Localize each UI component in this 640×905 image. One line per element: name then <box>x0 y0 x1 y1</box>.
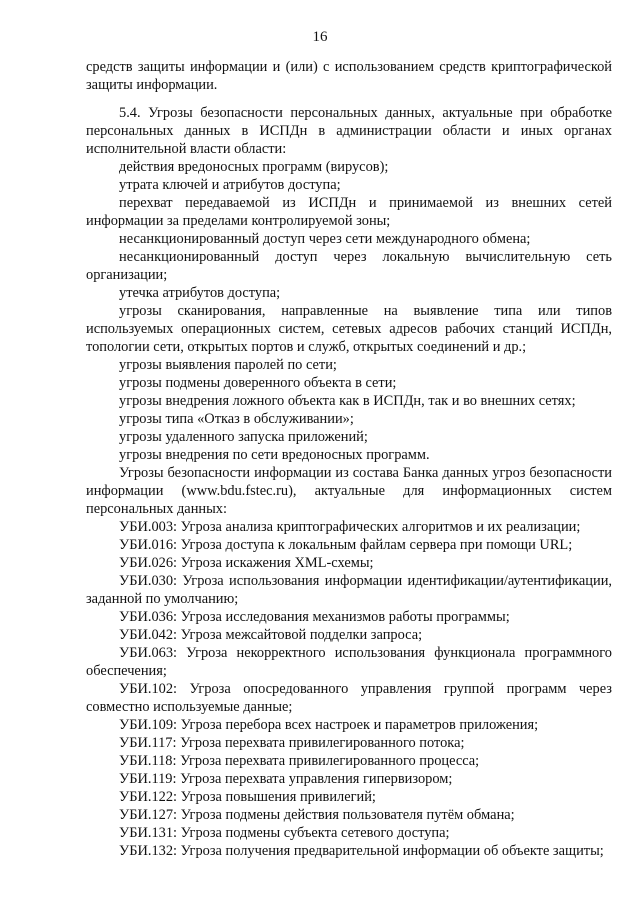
page-number: 16 <box>312 29 328 45</box>
paragraph-gap <box>86 94 612 104</box>
paragraph: УБИ.102: Угроза опосредованного управления группой программ через совместно используемые данные; <box>86 681 612 715</box>
paragraph: несанкционированный доступ через локальную вычислительную сеть организации; <box>86 249 612 283</box>
document-body <box>86 58 612 860</box>
paragraph: УБИ.127: Угроза подмены действия пользователя путём обмана; <box>119 807 515 823</box>
paragraph: угрозы сканирования, направленные на выявление типа или типов используемых операционных систем, сетевых адресов рабочих станций ИСПДн, топологии сети, открытых портов и служб, открытых соединений и др.; <box>86 303 612 355</box>
paragraph: УБИ.117: Угроза перехвата привилегированного потока; <box>119 735 465 751</box>
paragraph: угрозы внедрения по сети вредоносных программ. <box>119 447 430 463</box>
paragraph: несанкционированный доступ через сети международного обмена; <box>119 231 531 247</box>
paragraph: УБИ.132: Угроза получения предварительной информации об объекте защиты; <box>119 843 604 859</box>
paragraph: УБИ.122: Угроза повышения привилегий; <box>119 789 376 805</box>
paragraph: угрозы подмены доверенного объекта в сети; <box>119 375 397 391</box>
paragraph: Угрозы безопасности информации из состава Банка данных угроз безопасности информации (www.bdu.fstec.ru), актуальные для информационных систем персональных данных: <box>86 465 612 517</box>
paragraph: УБИ.030: Угроза использования информации идентификации/аутентификации, заданной по умолчанию; <box>86 573 612 607</box>
paragraph: угрозы внедрения ложного объекта как в ИСПДн, так и во внешних сетях; <box>119 393 576 409</box>
paragraph: утечка атрибутов доступа; <box>119 285 281 301</box>
paragraph: УБИ.109: Угроза перебора всех настроек и параметров приложения; <box>119 717 539 733</box>
paragraph: угрозы выявления паролей по сети; <box>119 357 337 373</box>
paragraph: УБИ.016: Угроза доступа к локальным файлам сервера при помощи URL; <box>119 537 573 553</box>
paragraph: УБИ.042: Угроза межсайтовой подделки запроса; <box>119 627 423 643</box>
paragraph: УБИ.131: Угроза подмены субъекта сетевого доступа; <box>119 825 450 841</box>
paragraph: средств защиты информации и (или) с использованием средств криптографической защиты информации. <box>86 59 612 93</box>
paragraph: УБИ.036: Угроза исследования механизмов работы программы; <box>119 609 510 625</box>
paragraph: угрозы типа «Отказ в обслуживании»; <box>119 411 354 427</box>
paragraph: утрата ключей и атрибутов доступа; <box>119 177 341 193</box>
paragraph: УБИ.026: Угроза искажения XML-схемы; <box>119 555 374 571</box>
paragraph: УБИ.003: Угроза анализа криптографических алгоритмов и их реализации; <box>119 519 581 535</box>
paragraph: действия вредоносных программ (вирусов); <box>119 159 389 175</box>
paragraph: 5.4. Угрозы безопасности персональных данных, актуальные при обработке персональных данных в ИСПДн в администрации области и иных органах исполнительной власти области: <box>86 105 612 157</box>
paragraph: УБИ.119: Угроза перехвата управления гипервизором; <box>119 771 453 787</box>
paragraph: УБИ.118: Угроза перехвата привилегированного процесса; <box>119 753 480 769</box>
paragraph: УБИ.063: Угроза некорректного использования функционала программного обеспечения; <box>86 645 612 679</box>
paragraph: перехват передаваемой из ИСПДн и принимаемой из внешних сетей информации за пределами контролируемой зоны; <box>86 195 612 229</box>
paragraph: угрозы удаленного запуска приложений; <box>119 429 368 445</box>
